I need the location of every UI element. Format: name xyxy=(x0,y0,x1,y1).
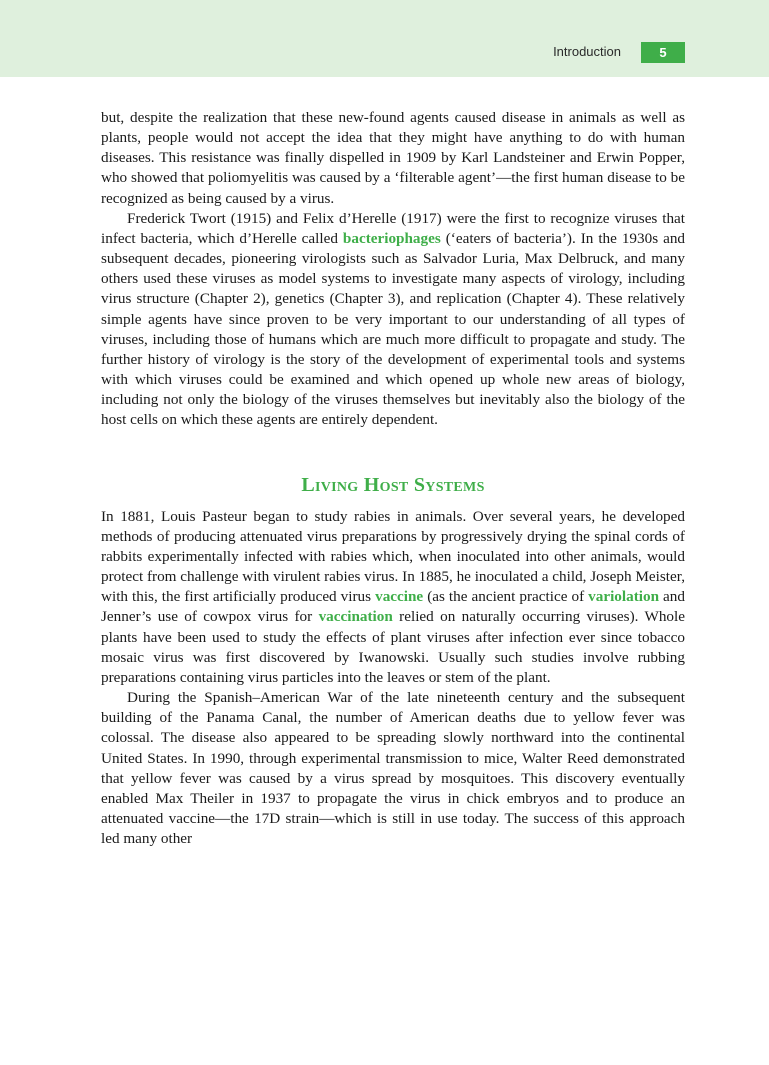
paragraph-2 xyxy=(101,209,685,431)
paragraph-3-text-d: relied on naturally occurring viruses). Whole plants have been used to study the effects of plant viruses after infection ever since tobacco mosaic virus was first discovered by Iwanowski. Usually such studies involve rubbing preparations containing virus particles into the leaves or stem of the plant. xyxy=(101,608,685,686)
header-band xyxy=(0,0,769,77)
running-head: Introduction xyxy=(553,44,621,59)
section-heading: Living Host Systems xyxy=(301,473,485,496)
paragraph-2-text-b: (‘eaters of bacteria’). In the 1930s and subsequent decades, pioneering virologists such as Salvador Luria, Max Delbruck, and many others used these viruses as model systems to investigate many aspects of virology, including virus structure (Chapter 2), genetics (Chapter 3), and replication (Chapter 4). These relatively simple agents have since proven to be very important to our understanding of all types of viruses, including those of humans which are much more difficult to propagate and study. The further history of virology is the story of the development of experimental tools and systems with which viruses could be examined and which opened up whole new areas of biology, including not only the biology of the viruses themselves but inevitably also the biology of the host cells on which these agents are entirely dependent. xyxy=(101,229,686,429)
paragraph-4: During the Spanish–American War of the late nineteenth century and the subsequent building of the Panama Canal, the number of American deaths due to yellow fever was colossal. The disease also appeared to be spreading slowly northward into the continental United States. In 1990, through experimental transmission to mice, Walter Reed demonstrated that yellow fever was caused by a virus spread by mosquitoes. This discovery eventually enabled Max Theiler in 1937 to propagate the virus in chick embryos and to produce an attenuated vaccine—the 17D strain—which is still in use today. The success of this approach led many other xyxy=(101,689,685,848)
keyword-variolation: variolation xyxy=(588,588,660,606)
paragraph-2-text-a: Frederick Twort (1915) and Felix d’Herelle (1917) were the first to recognize viruses that infect bacteria, which d’Herelle called xyxy=(101,209,685,247)
page-body xyxy=(101,108,685,849)
paragraph-3 xyxy=(101,507,685,688)
keyword-vaccination: vaccination xyxy=(318,608,393,626)
keyword-vaccine: vaccine xyxy=(375,588,424,606)
paragraph-3-text-a: In 1881, Louis Pasteur began to study rabies in animals. Over several years, he developed methods of producing attenuated virus preparations by progressively drying the spinal cords of rabbits experimentally infected with rabies which, when inoculated into other animals, would protect from challenge with virulent rabies virus. In 1885, he inoculated a child, Joseph Meister, with this, the first artificially produced virus xyxy=(101,507,685,606)
paragraph-3-text-c: and Jenner’s use of cowpox virus for xyxy=(101,588,685,626)
page-number: 5 xyxy=(641,42,685,63)
paragraph-3-text-b: (as the ancient practice of xyxy=(423,588,589,606)
paragraph-1: but, despite the realization that these new-found agents caused disease in animals as well as plants, people would not accept the idea that they might have anything to do with human diseases. This resistance was finally dispelled in 1909 by Karl Landsteiner and Erwin Popper, who showed that poliomyelitis was caused by a ‘filterable agent’—the first human disease to be recognized as being caused by a virus. xyxy=(101,109,685,207)
keyword-bacteriophages: bacteriophages xyxy=(342,229,441,247)
